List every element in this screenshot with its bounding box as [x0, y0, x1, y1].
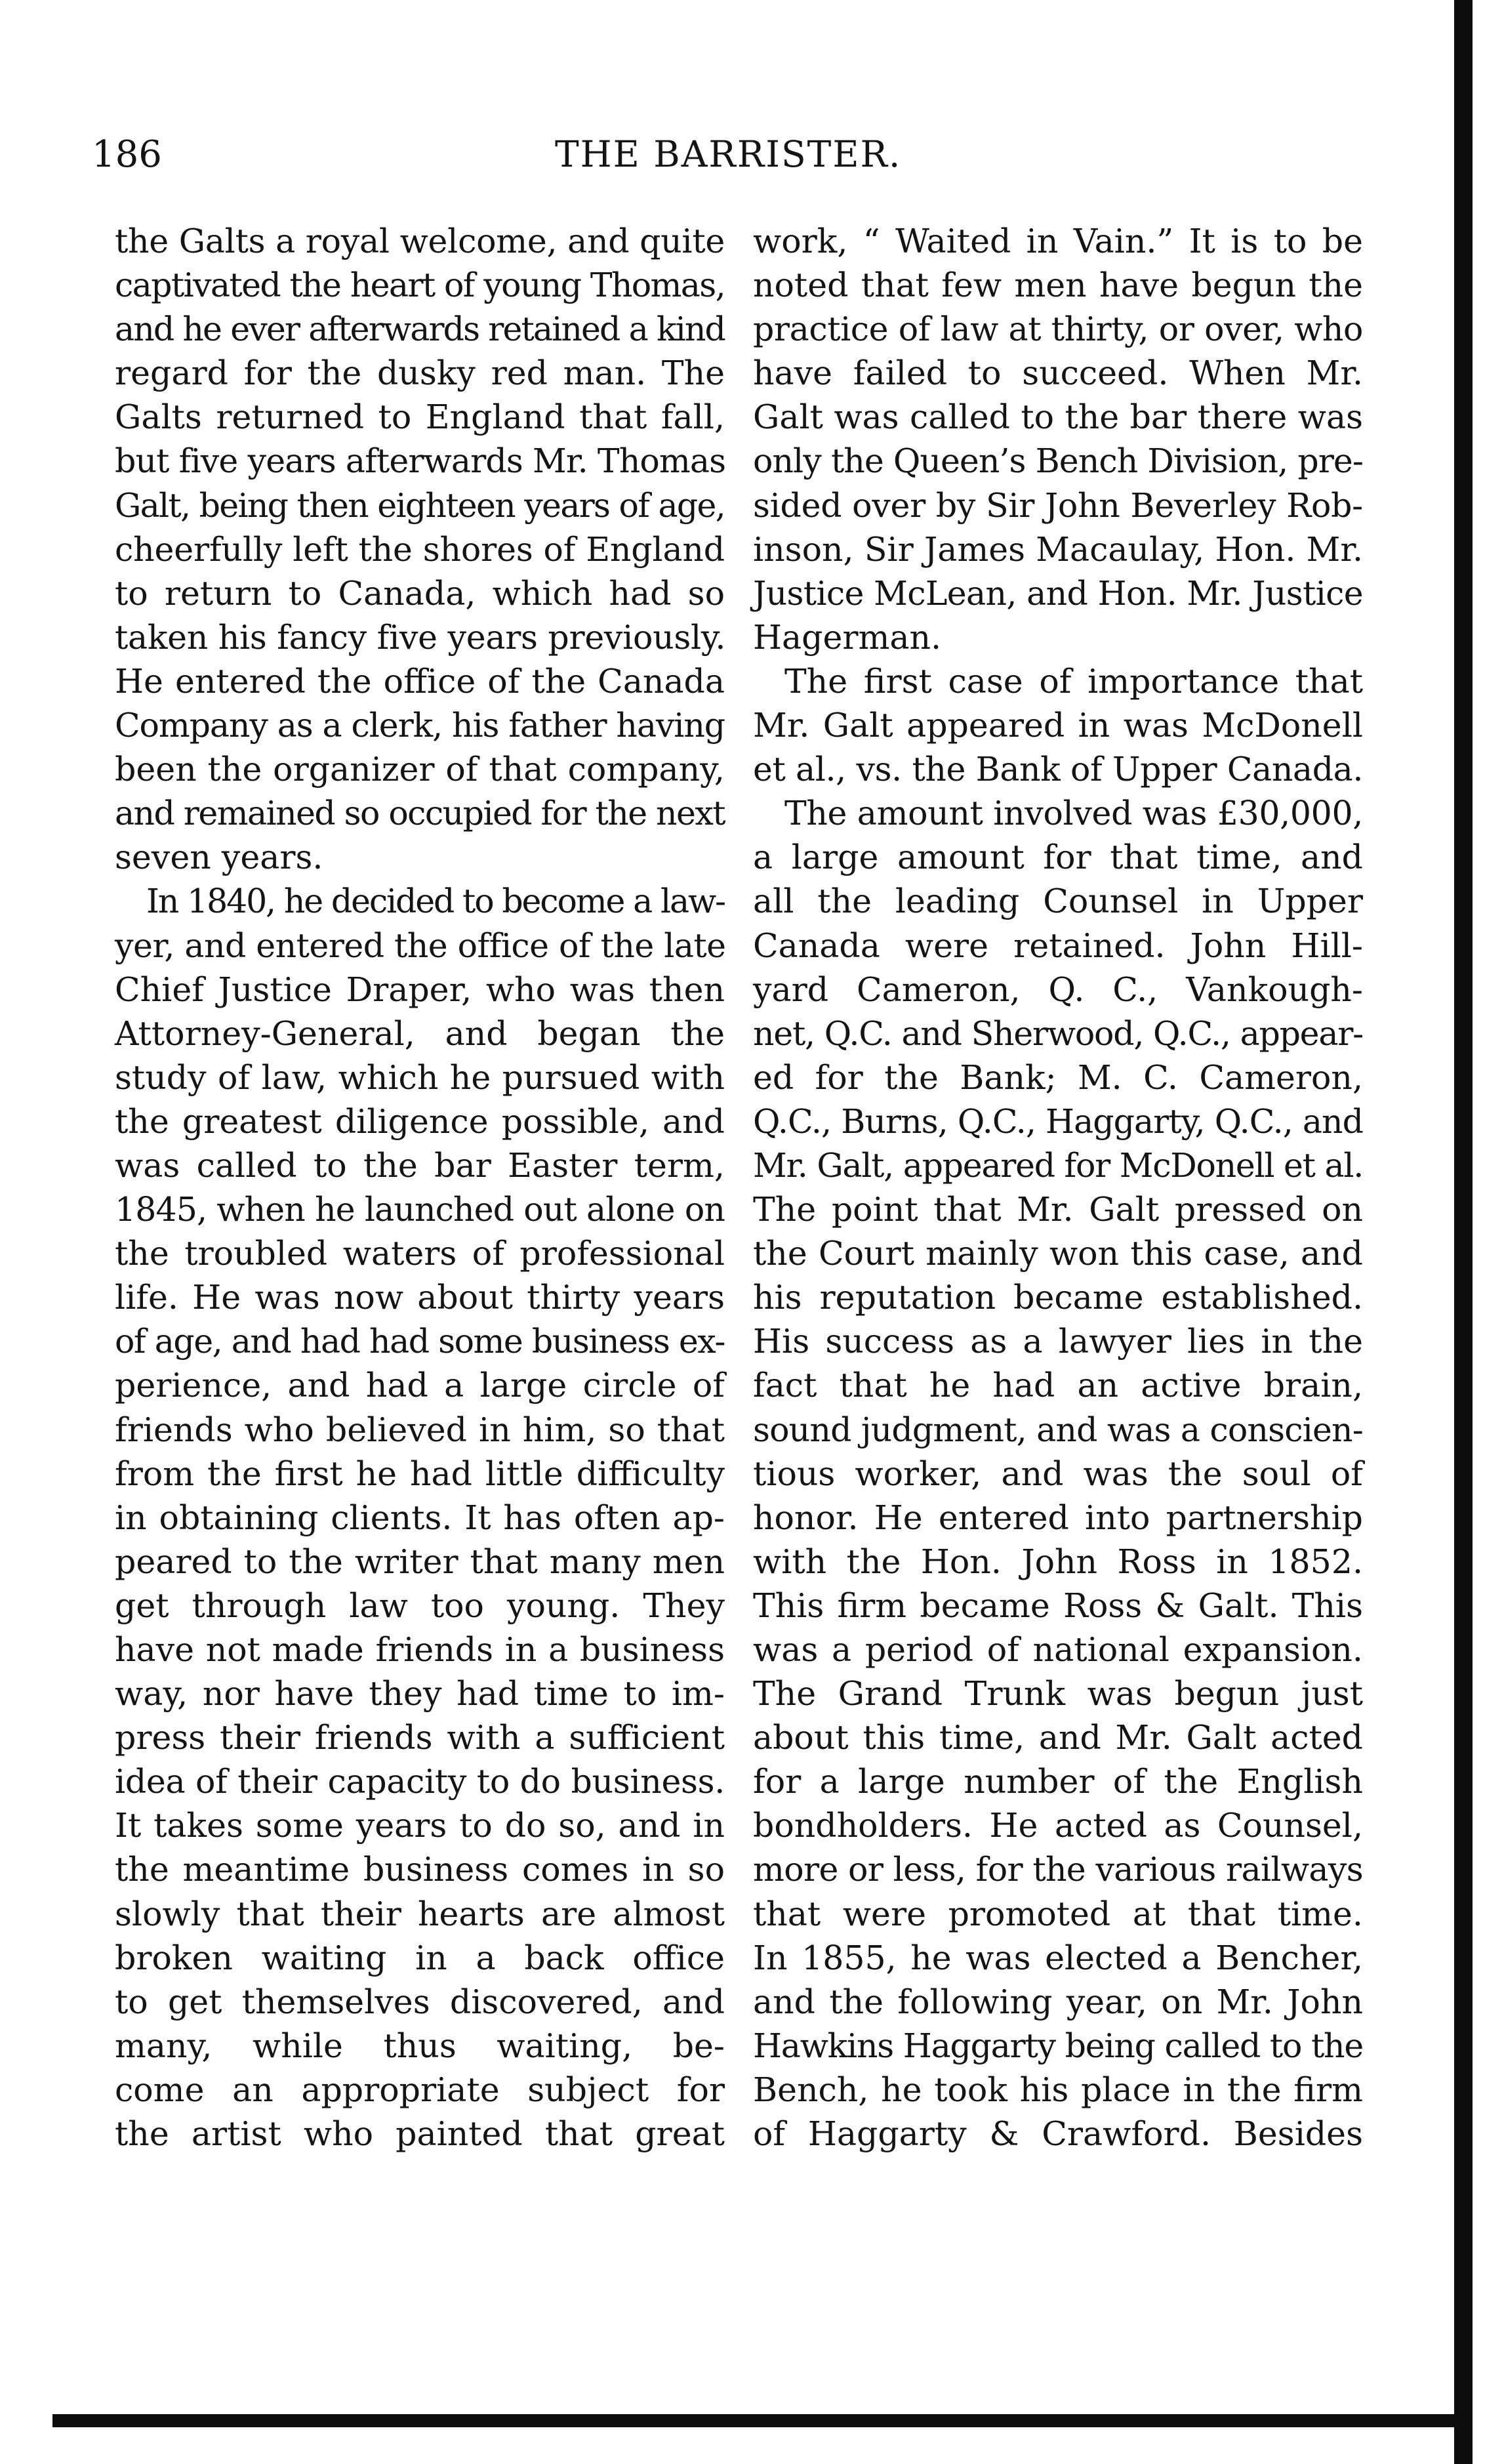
text-line: He entered the office of the Canada	[115, 661, 725, 701]
text-line: taken his fancy five years previously.	[115, 617, 726, 657]
text-line: Q.C., Burns, Q.C., Haggarty, Q.C., and	[753, 1101, 1363, 1141]
text-line: sound judgment, and was a conscien-	[753, 1410, 1363, 1449]
text-line: friends who believed in him, so that	[115, 1410, 725, 1449]
text-line: get through law too young. They	[115, 1586, 725, 1625]
text-line: In 1855, he was elected a Bencher,	[753, 1938, 1363, 1977]
text-line: study of law, which he pursued with	[115, 1057, 725, 1097]
text-line: In 1840, he decided to become a law-	[146, 882, 725, 921]
text-line: captivated the heart of young Thomas,	[115, 266, 725, 305]
text-line: been the organizer of that company,	[115, 750, 725, 789]
text-line: Galt, being then eighteen years of age,	[115, 485, 725, 525]
text-line: of Haggarty & Crawford. Besides	[753, 2114, 1363, 2154]
text-line: yard Cameron, Q. C., Vankough-	[753, 970, 1363, 1009]
text-line: way, nor have they had time to im-	[115, 1674, 725, 1714]
text-line: net, Q.C. and Sherwood, Q.C., appear-	[753, 1014, 1363, 1053]
text-line: Chief Justice Draper, who was then	[115, 970, 725, 1009]
text-line: work, “ Waited in Vain.” It is to be	[753, 222, 1363, 260]
text-line: have not made friends in a business	[115, 1630, 725, 1669]
text-line: the Court mainly won this case, and	[753, 1234, 1363, 1273]
bottom-edge-rule	[52, 2414, 1473, 2427]
text-line: Galts returned to England that fall,	[115, 398, 725, 437]
text-line: Company as a clerk, his father having	[115, 706, 725, 745]
left-text-column	[115, 219, 725, 2156]
text-line: the greatest diligence possible, and	[115, 1101, 725, 1141]
text-line: et al., vs. the Bank of Upper Canada.	[753, 750, 1363, 789]
text-line: come an appropriate subject for	[115, 2070, 725, 2109]
text-line: and remained so occupied for the next	[115, 794, 725, 833]
text-line: 1845, when he launched out alone on	[115, 1190, 725, 1229]
text-line: regard for the dusky red man. The	[115, 354, 725, 393]
text-line: Bench, he took his place in the firm	[753, 2070, 1363, 2109]
text-line: press their friends with a sufficient	[115, 1718, 725, 1757]
text-line: but five years afterwards Mr. Thomas	[115, 441, 726, 481]
text-line: only the Queen’s Bench Division, pre-	[753, 441, 1363, 481]
right-text-column	[753, 219, 1363, 2156]
text-line: more or less, for the various railways	[753, 1850, 1363, 1889]
text-line: This firm became Ross & Galt. This	[753, 1586, 1363, 1625]
text-line: peared to the writer that many men	[115, 1542, 725, 1581]
text-line: idea of their capacity to do business.	[115, 1762, 725, 1801]
page-number: 186	[92, 133, 162, 176]
text-line: Galt was called to the bar there was	[753, 398, 1363, 437]
text-line: bondholders. He acted as Counsel,	[753, 1806, 1363, 1845]
text-line: Hawkins Haggarty being called to the	[753, 2026, 1363, 2065]
text-line: Mr. Galt, appeared for McDonell et al.	[753, 1145, 1363, 1185]
text-line: about this time, and Mr. Galt acted	[753, 1718, 1363, 1757]
text-line: tious worker, and was the soul of	[753, 1454, 1363, 1493]
text-line: was called to the bar Easter term,	[115, 1145, 725, 1185]
text-line: fact that he had an active brain,	[753, 1366, 1363, 1405]
text-line: to return to Canada, which had so	[115, 573, 725, 613]
text-line: with the Hon. John Ross in 1852.	[753, 1542, 1363, 1581]
text-line: ed for the Bank; M. C. Cameron,	[753, 1057, 1363, 1097]
text-line: have failed to succeed. When Mr.	[753, 354, 1363, 393]
text-line: The amount involved was £30,000,	[784, 794, 1363, 833]
text-line: His success as a lawyer lies in the	[753, 1322, 1363, 1361]
text-line: of age, and had had some business ex-	[115, 1322, 725, 1361]
text-line: Mr. Galt appeared in was McDonell	[753, 706, 1363, 745]
text-line: The Grand Trunk was begun just	[753, 1674, 1363, 1714]
text-line: for a large number of the English	[753, 1762, 1363, 1801]
text-line: noted that few men have begun the	[753, 266, 1363, 305]
text-line: the meantime business comes in so	[115, 1850, 725, 1889]
text-line: It takes some years to do so, and in	[115, 1806, 725, 1845]
text-line: was a period of national expansion.	[753, 1630, 1363, 1669]
text-line: perience, and had a large circle of	[115, 1366, 725, 1405]
text-line: in obtaining clients. It has often ap-	[115, 1498, 725, 1537]
text-line: inson, Sir James Macaulay, Hon. Mr.	[753, 529, 1363, 569]
right-edge-rule	[1454, 0, 1473, 2464]
running-title: THE BARRISTER.	[555, 133, 902, 175]
text-line: honor. He entered into partnership	[753, 1498, 1363, 1537]
text-line: The point that Mr. Galt pressed on	[753, 1190, 1363, 1229]
text-line: broken waiting in a back office	[115, 1938, 725, 1977]
text-line: that were promoted at that time.	[753, 1894, 1363, 1933]
text-line: slowly that their hearts are almost	[115, 1894, 725, 1933]
text-line: and the following year, on Mr. John	[753, 1982, 1363, 2021]
text-line: Attorney-General, and began the	[115, 1014, 725, 1053]
text-line: Canada were retained. John Hill-	[753, 926, 1363, 965]
text-line: many, while thus waiting, be-	[115, 2026, 725, 2065]
text-line: seven years.	[115, 838, 323, 877]
text-line: a large amount for that time, and	[753, 838, 1363, 877]
text-line: Hagerman.	[753, 617, 942, 657]
text-line: practice of law at thirty, or over, who	[753, 310, 1363, 349]
text-line: Justice McLean, and Hon. Mr. Justice	[753, 573, 1363, 613]
text-line: life. He was now about thirty years	[115, 1278, 725, 1317]
text-line: and he ever afterwards retained a kind	[115, 310, 725, 349]
text-line: the Galts a royal welcome, and quite	[115, 222, 725, 260]
text-line: yer, and entered the office of the late	[115, 926, 726, 965]
text-line: from the first he had little difficulty	[115, 1454, 725, 1493]
text-line: cheerfully left the shores of England	[115, 529, 725, 569]
text-line: The first case of importance that	[784, 661, 1363, 701]
text-line: to get themselves discovered, and	[115, 1982, 725, 2021]
text-line: the troubled waters of professional	[115, 1234, 725, 1273]
text-line: sided over by Sir John Beverley Rob-	[753, 485, 1363, 525]
text-line: his reputation became established.	[753, 1278, 1363, 1317]
text-line: all the leading Counsel in Upper	[753, 882, 1363, 921]
text-line: the artist who painted that great	[115, 2114, 725, 2154]
